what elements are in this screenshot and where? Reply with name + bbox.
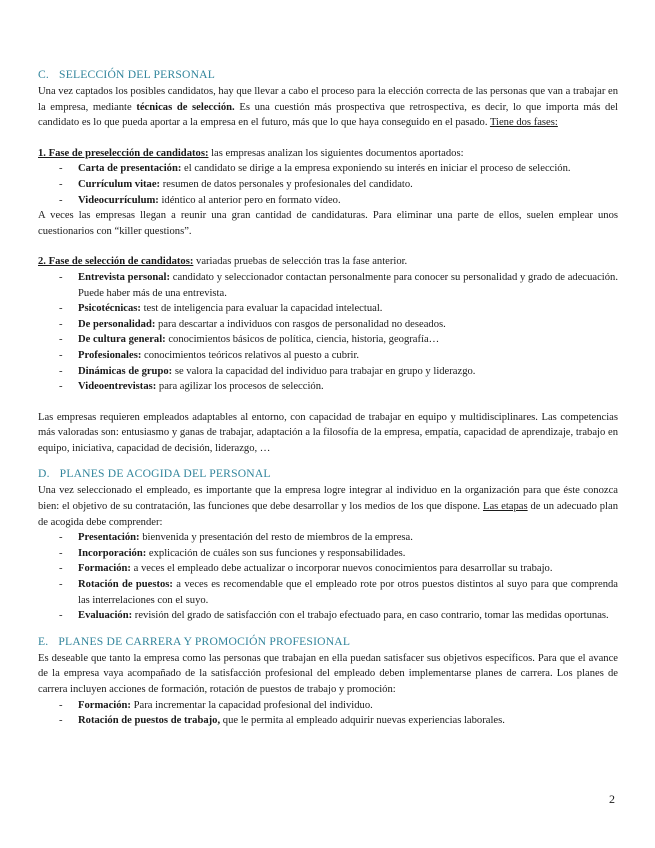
list-item [78, 364, 618, 380]
intro-text-continued: Es una cuestión más prospectiva que retrospectiva, es decir, lo que importa más del candidato es lo que pueda aportar a la empresa en el futuro, más que lo que haya conseguido en el pasado. [38, 101, 618, 129]
phase2-heading [38, 254, 618, 270]
list-item-text: a veces el empleado debe actualizar o incorporar nuevos conocimientos para desarrollar su trabajo. [130, 563, 553, 575]
phase1-text: las empresas analizan los siguientes documentos aportados: [208, 147, 464, 159]
phase2-title: 2. Fase de selección de candidatos: [38, 256, 194, 268]
phase2-list [38, 270, 618, 395]
list-item-term: Evaluación: [78, 610, 133, 622]
section-e-title: PLANES DE CARRERA Y PROMOCIÓN PROFESIONAL [58, 634, 351, 648]
list-item-text: revisión del grado de satisfacción con el trabajo efectuado para, en caso contrario, tomar las medidas oportunas. [132, 610, 609, 622]
intro-text: Una vez seleccionado el empleado, es importante que la empresa logre integrar al individuo en la organización para que éste conozca bien: el objetivo de su contratación, las funciones que debe desarrollar y los medios de los que dispone. [38, 485, 618, 513]
list-item-term: Psicotécnicas: [78, 303, 141, 315]
phase1-heading [38, 146, 618, 162]
list-item [78, 577, 618, 608]
list-item-text: para agilizar los procesos de selección. [156, 381, 324, 393]
intro-bold-text: técnicas de selección. [136, 101, 235, 113]
section-d-letter: D. [38, 467, 50, 481]
list-item-term: Entrevista personal: [78, 271, 171, 283]
phase1-list [38, 161, 618, 208]
section-e-intro: Es deseable que tanto la empresa como las personas que trabajan en ella puedan satisfacer sus objetivos específicos. Para que el avance de la empresa vaya acompañado de la satisfacción profesional del empleado deben implementarse planes de carrera. Los planes de carrera incluyen acciones de formación, rotación de puestos de trabajo y promoción: [38, 652, 618, 695]
list-item-text: idéntico al anterior pero en formato vídeo. [158, 194, 341, 206]
section-c-closing: Las empresas requieren empleados adaptables al entorno, con capacidad de trabajar en equipo y multidisciplinares. Las competencias más valoradas son: entusiasmo y ganas de trabajar, adaptación a la filosofía de la empresa, empatía, capacidad de aprendizaje, trabajo en equipo, iniciativa, capacidad de decisión, liderazgo, … [38, 411, 618, 454]
list-item-term: Rotación de puestos: [78, 579, 173, 591]
list-item-term: Formación: [78, 563, 131, 575]
list-item-term: Presentación: [78, 532, 140, 544]
list-item [78, 608, 618, 624]
intro-underlined-text: Las etapas [482, 501, 528, 513]
list-item-text: candidato y seleccionador contactan personalmente para conocer su personalidad y grado de adecuación. Puede haber más de una entrevista. [78, 271, 618, 299]
phase2-text: variadas pruebas de selección tras la fase anterior. [193, 256, 408, 268]
list-item [78, 161, 618, 177]
list-item-term: Currículum vitae: [78, 178, 161, 190]
list-item-term: Rotación de puestos de trabajo, [78, 715, 221, 727]
list-item [78, 177, 618, 193]
intro-underlined-text: Tiene dos fases: [489, 117, 558, 129]
intro-text: Una vez captados los posibles candidatos, hay que llevar a cabo el proceso para la elección correcta de las personas que van a trabajar en la empresa, mediante [38, 86, 618, 113]
list-item-term: De cultura general: [78, 334, 166, 346]
section-e-letter: E. [38, 634, 49, 648]
section-e-list [38, 698, 618, 729]
list-item-term: Carta de presentación: [78, 163, 182, 175]
list-item-text: test de inteligencia para evaluar la capacidad intelectual. [140, 303, 383, 315]
section-d-heading [38, 465, 618, 482]
list-item-term: Profesionales: [78, 349, 142, 361]
list-item-text: para descartar a individuos con rasgos de personalidad no deseados. [155, 318, 446, 330]
list-item [78, 332, 618, 348]
phase1-note: A veces las empresas llegan a reunir una gran cantidad de candidaturas. Para eliminar una parte de ellos, suelen emplear unos cuestionarios con “killer questions”. [38, 210, 618, 237]
list-item [78, 698, 618, 714]
list-item-text: explicación de cuáles son sus funciones y responsabilidades. [146, 547, 406, 559]
list-item [78, 530, 618, 546]
list-item [78, 193, 618, 209]
intro-text-continued: de un adecuado plan de acogida debe comprender: [38, 501, 618, 528]
list-item-text: Para incrementar la capacidad profesional del individuo. [130, 699, 373, 711]
list-item-term: De personalidad: [78, 318, 156, 330]
list-item [78, 301, 618, 317]
list-item-term: Videocurrículum: [78, 194, 159, 206]
list-item-term: Formación: [78, 699, 131, 711]
section-c-title: SELECCIÓN DEL PERSONAL [59, 68, 216, 81]
section-d-title: PLANES DE ACOGIDA DEL PERSONAL [59, 467, 271, 481]
list-item-text: a veces es recomendable que el empleado rote por otros puestos distintos al suyo para que comprenda las interrelaciones con el suyo. [78, 579, 618, 606]
section-c-intro [38, 84, 618, 131]
list-item [78, 270, 618, 301]
list-item [78, 317, 618, 333]
list-item [78, 546, 618, 562]
list-item-term: Dinámicas de grupo: [78, 365, 173, 377]
list-item-term: Videoentrevistas: [78, 381, 157, 393]
list-item-text: se valora la capacidad del individuo para trabajar en grupo y liderazgo. [172, 365, 476, 377]
list-item [78, 379, 618, 395]
list-item-text: conocimientos teóricos relativos al puesto a cubrir. [141, 349, 360, 361]
page-content [38, 66, 618, 729]
section-d-intro [38, 483, 618, 530]
list-item [78, 348, 618, 364]
list-item-text: que le permita al empleado adquirir nuevas experiencias laborales. [220, 715, 505, 727]
section-c-letter: C. [38, 68, 50, 81]
section-c-heading [38, 66, 618, 83]
list-item-term: Incorporación: [78, 547, 147, 559]
list-item-text: bienvenida y presentación del resto de miembros de la empresa. [139, 532, 413, 544]
page-number: 2 [609, 792, 615, 806]
list-item [78, 561, 618, 577]
list-item-text: conocimientos básicos de política, ciencia, historia, geografía… [165, 334, 440, 346]
list-item-text: el candidato se dirige a la empresa exponiendo su interés en iniciar el proceso de selección. [181, 163, 571, 175]
section-d-list [38, 530, 618, 624]
section-e-heading [38, 633, 618, 650]
list-item-text: resumen de datos personales y profesionales del candidato. [160, 178, 413, 190]
list-item [78, 713, 618, 729]
phase1-title: 1. Fase de preselección de candidatos: [38, 147, 209, 159]
